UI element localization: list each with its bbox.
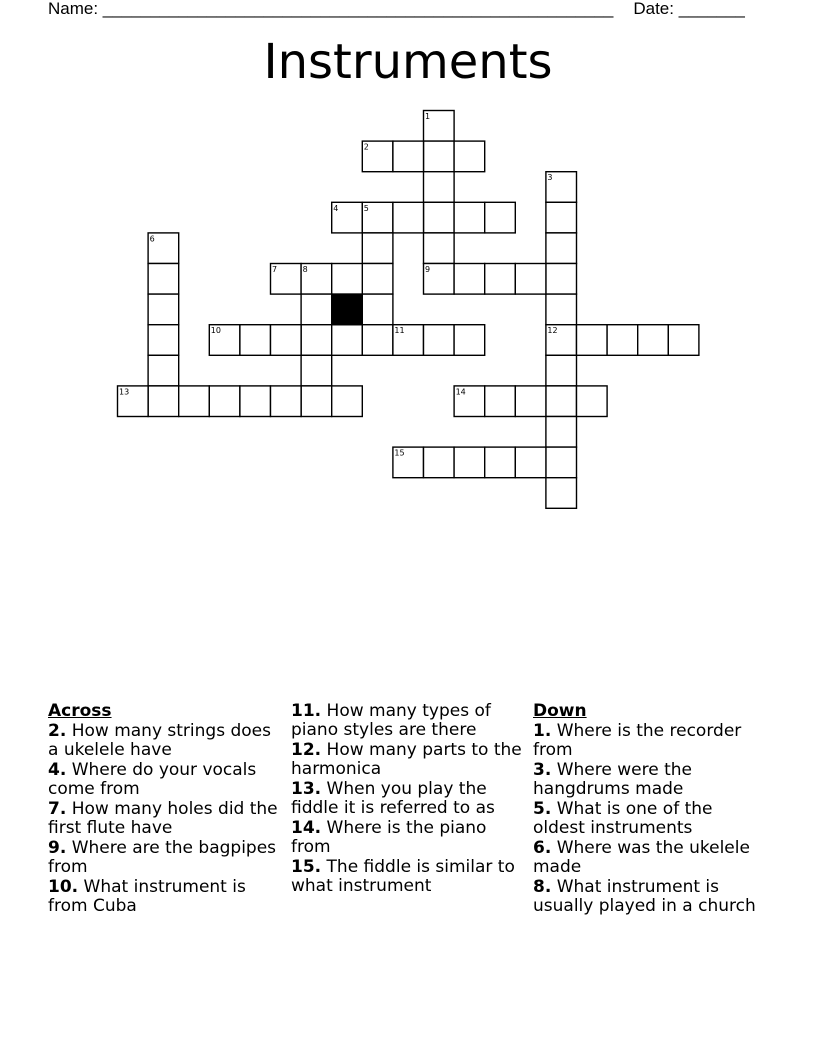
clue-number: 13. (291, 779, 322, 799)
crossword-cell[interactable] (362, 294, 393, 325)
crossword-cell[interactable] (148, 264, 179, 295)
crossword-cell[interactable] (271, 325, 302, 356)
crossword-cell[interactable] (362, 202, 393, 233)
crossword-cell[interactable] (424, 264, 455, 295)
clue-number-label: 13 (119, 387, 130, 397)
crossword-cell[interactable] (362, 325, 393, 356)
clue-number-label: 5 (363, 203, 369, 213)
crossword-cell[interactable] (668, 325, 699, 356)
crossword-cell[interactable] (577, 386, 608, 417)
crossword-cell[interactable] (546, 172, 577, 203)
clue-item (533, 800, 768, 838)
crossword-cell[interactable] (148, 325, 179, 356)
crossword-cell[interactable] (393, 325, 424, 356)
clue-item (291, 819, 526, 857)
crossword-cell[interactable] (148, 355, 179, 386)
crossword-cell[interactable] (424, 233, 455, 264)
crossword-cell[interactable] (454, 264, 485, 295)
clue-item (48, 761, 283, 799)
crossword-cell[interactable] (301, 264, 332, 295)
clue-number: 10. (48, 877, 79, 897)
crossword-cell[interactable] (424, 202, 455, 233)
clue-number-label: 15 (394, 448, 405, 458)
clue-text: Where were the hangdrums made (533, 760, 692, 799)
crossword-cell[interactable] (546, 417, 577, 448)
crossword-cell[interactable] (546, 202, 577, 233)
crossword-cell[interactable] (454, 386, 485, 417)
clue-item (48, 839, 283, 877)
clue-number-label: 2 (363, 142, 369, 152)
clue-number: 6. (533, 838, 552, 858)
clue-item (533, 761, 768, 799)
crossword-cell[interactable] (118, 386, 149, 417)
clue-item (48, 800, 283, 838)
crossword-cell[interactable] (546, 294, 577, 325)
crossword-cell[interactable] (209, 325, 240, 356)
across-heading: Across (48, 701, 112, 721)
clue-text: Where is the recorder from (533, 721, 742, 760)
clue-text: What is one of the oldest instruments (533, 799, 713, 838)
crossword-cell[interactable] (424, 111, 455, 142)
clue-number: 7. (48, 799, 67, 819)
clue-text: Where are the bagpipes from (48, 838, 277, 877)
crossword-cell[interactable] (424, 172, 455, 203)
crossword-cell[interactable] (393, 202, 424, 233)
crossword-cell[interactable] (393, 447, 424, 478)
crossword-cell[interactable] (485, 264, 516, 295)
crossword-cell[interactable] (485, 447, 516, 478)
name-date-line (48, 0, 745, 18)
filled-cell (332, 294, 363, 325)
crossword-cell[interactable] (515, 264, 546, 295)
crossword-cell[interactable] (393, 141, 424, 172)
clue-text: What instrument is usually played in a church (533, 877, 756, 916)
clue-text: How many holes did the first flute have (48, 799, 278, 838)
crossword-cell[interactable] (546, 355, 577, 386)
crossword-cell[interactable] (332, 386, 363, 417)
clue-item (48, 722, 283, 760)
clue-number-label: 1 (425, 112, 431, 121)
date-label: Date: _______ (633, 0, 745, 18)
crossword-cell[interactable] (301, 386, 332, 417)
crossword-cell[interactable] (148, 386, 179, 417)
crossword-cell[interactable] (577, 325, 608, 356)
crossword-cell[interactable] (271, 386, 302, 417)
across-clues-column-1 (48, 702, 283, 917)
crossword-cell[interactable] (485, 202, 516, 233)
crossword-cell[interactable] (424, 447, 455, 478)
crossword-cell[interactable] (362, 141, 393, 172)
clue-number: 8. (533, 877, 552, 897)
crossword-cell[interactable] (454, 325, 485, 356)
crossword-cell[interactable] (454, 202, 485, 233)
crossword-cell[interactable] (271, 264, 302, 295)
crossword-cell[interactable] (148, 233, 179, 264)
crossword-cell[interactable] (424, 325, 455, 356)
clue-number: 14. (291, 818, 322, 838)
crossword-cell[interactable] (301, 325, 332, 356)
clue-item (533, 878, 768, 916)
crossword-cell[interactable] (546, 325, 577, 356)
crossword-cell[interactable] (607, 325, 638, 356)
crossword-cell[interactable] (301, 294, 332, 325)
clue-number-label: 6 (149, 234, 155, 244)
crossword-cell[interactable] (454, 141, 485, 172)
crossword-cell[interactable] (454, 447, 485, 478)
clue-item (48, 878, 283, 916)
crossword-cell[interactable] (424, 141, 455, 172)
clue-text: How many strings does a ukelele have (48, 721, 271, 760)
clue-text: Where is the piano from (291, 818, 487, 857)
clue-item (291, 741, 526, 779)
page-title: Instruments (263, 34, 553, 90)
crossword-cell[interactable] (332, 325, 363, 356)
crossword-cell[interactable] (515, 447, 546, 478)
clue-item (533, 839, 768, 877)
crossword-cell[interactable] (332, 202, 363, 233)
crossword-cell[interactable] (148, 294, 179, 325)
crossword-cell[interactable] (301, 355, 332, 386)
clue-text: Where was the ukelele made (533, 838, 750, 877)
clue-number: 3. (533, 760, 552, 780)
clue-item (291, 858, 526, 896)
crossword-cell[interactable] (240, 325, 271, 356)
clue-text: How many parts to the harmonica (291, 740, 522, 779)
clue-number: 9. (48, 838, 67, 858)
clue-number: 15. (291, 857, 322, 877)
crossword-cell[interactable] (638, 325, 669, 356)
crossword-cell[interactable] (332, 264, 363, 295)
crossword-cell[interactable] (240, 386, 271, 417)
clue-number-label: 14 (455, 387, 466, 397)
clue-number-label: 12 (547, 326, 558, 336)
clue-number: 1. (533, 721, 552, 741)
clue-number: 11. (291, 701, 322, 721)
clue-text: When you play the fiddle it is referred to as (291, 779, 495, 818)
crossword-cell[interactable] (546, 386, 577, 417)
crossword-cell[interactable] (209, 386, 240, 417)
clue-number-label: 11 (394, 326, 405, 336)
clue-text: The fiddle is similar to what instrument (291, 857, 515, 896)
clue-item (533, 722, 768, 760)
crossword-cell[interactable] (485, 386, 516, 417)
crossword-cell[interactable] (546, 233, 577, 264)
clue-number-label: 7 (272, 265, 278, 274)
clue-item (291, 780, 526, 818)
across-clues-column-2 (291, 702, 526, 897)
crossword-cell[interactable] (362, 264, 393, 295)
clue-number: 5. (533, 799, 552, 819)
name-label: Name: ______________________________________________________ (48, 0, 614, 18)
crossword-cell[interactable] (179, 386, 210, 417)
clue-number-label: 8 (302, 265, 308, 274)
clue-number: 4. (48, 760, 67, 780)
crossword-cell[interactable] (546, 478, 577, 509)
clue-number: 2. (48, 721, 67, 741)
down-heading: Down (533, 701, 587, 721)
clue-text: How many types of piano styles are there (291, 701, 491, 740)
clue-number-label: 4 (333, 203, 339, 213)
clue-text: What instrument is from Cuba (48, 877, 246, 916)
clue-number-label: 9 (425, 265, 431, 274)
crossword-cell[interactable] (362, 233, 393, 264)
down-clues-column (533, 702, 768, 917)
clue-number: 12. (291, 740, 322, 760)
crossword-cell[interactable] (546, 264, 577, 295)
clue-number-label: 3 (547, 173, 553, 183)
clue-item (291, 702, 526, 740)
clue-number-label: 10 (210, 326, 221, 336)
crossword-cell[interactable] (546, 447, 577, 478)
clue-text: Where do your vocals come from (48, 760, 257, 799)
crossword-cell[interactable] (515, 386, 546, 417)
